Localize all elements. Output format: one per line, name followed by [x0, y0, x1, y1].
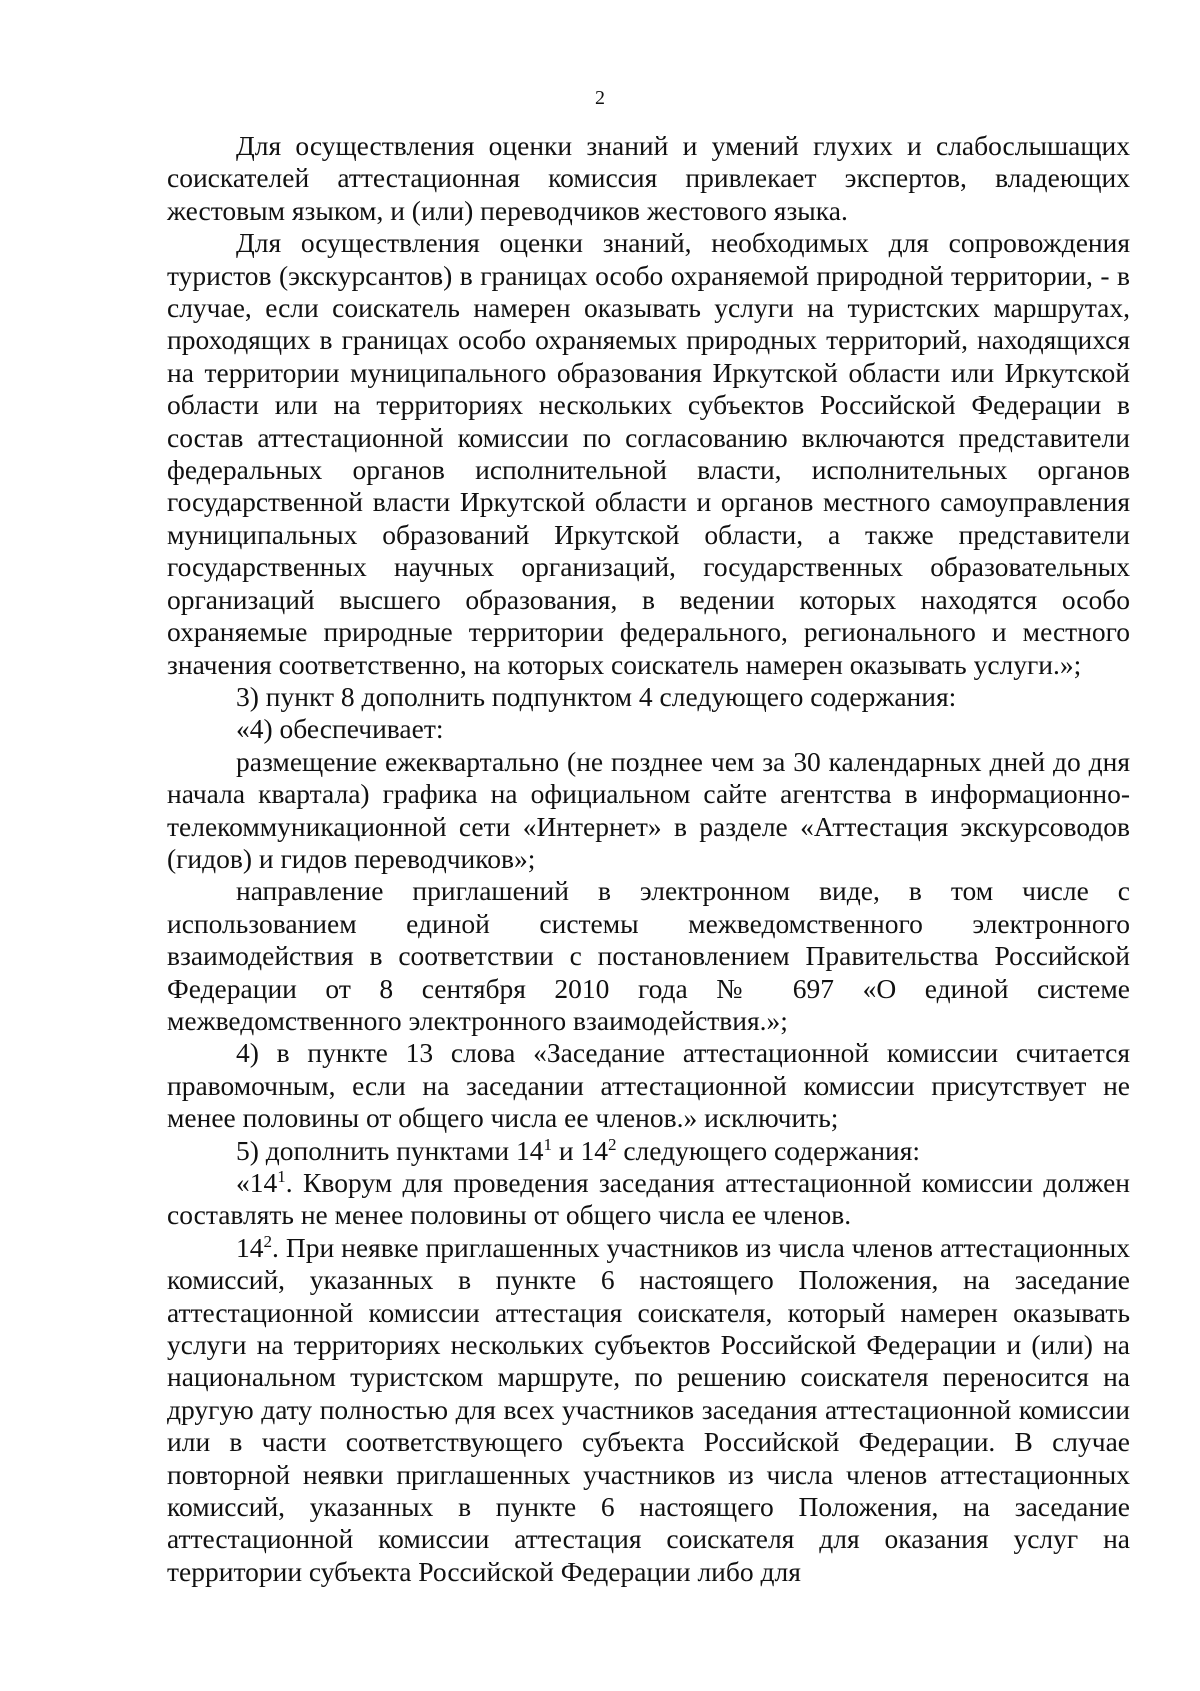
text-segment: и 14 [551, 1134, 608, 1166]
text-segment: «14 [236, 1167, 278, 1198]
paragraph-item-3: 3) пункт 8 дополнить подпунктом 4 следующего содержания: [236, 680, 957, 712]
paragraph-protected-territory-commission: Для осуществления оценки знаний, необходимых для сопровождения туристов (экскурсантов) в границах особо охраняемой природной территории, - в случае, если соискатель намерен оказывать услуги на туристских маршрутах, проходящих в границах особо охраняемых природных территорий, находящихся на территории муниципального образования Иркутской области или Иркутской области или на территориях нескольких субъектов Российской Федерации в состав аттестационной комиссии по согласованию включаются представители федеральных органов исполнительной власти, исполнительных органов государственной власти Иркутской области и органов местного самоуправления муниципальных образований Иркутской области, а также представители государственных научных организаций, государственных образовательных организаций высшего образования, в ведении которых находятся особо охраняемые природные территории федерального, регионального и местного значения соответственно, на которых соискатель намерен оказывать услуги.»; [167, 227, 1130, 680]
paragraph-item-5-add-clauses [167, 1135, 1130, 1167]
superscript: 1 [277, 1166, 286, 1186]
text-segment: 5) дополнить пунктами 14 [236, 1134, 544, 1166]
paragraph-item-4-clause-13: 4) в пункте 13 слова «Заседание аттестационной комиссии считается правомочным, если на заседании аттестационной комиссии присутствует не менее половины от общего числа ее членов.» исключить; [167, 1037, 1130, 1134]
document-body [167, 130, 1130, 1588]
superscript: 2 [607, 1134, 617, 1154]
text-segment: . При неявке приглашенных участников из числа членов аттестационных комиссий, указанных в пункте 6 настоящего Положения, на заседание аттестационной комиссии аттестация соискателя, который намерен оказывать услуги на территориях нескольких субъектов Российской Федерации и (или) на национальном туристском маршруте, по решению соискателя переносится на другую дату полностью для всех участников заседания аттестационной комиссии или в части соответствующего субъекта Российской Федерации. В случае повторной неявки приглашенных участников из числа членов аттестационных комиссий, указанных в пункте 6 настоящего Положения, на заседание аттестационной комиссии аттестация соискателя для оказания услуг на территории субъекта Российской Федерации либо для [167, 1231, 1130, 1587]
text-segment: следующего содержания: [616, 1134, 921, 1166]
superscript: 2 [263, 1231, 273, 1251]
paragraph-electronic-invitations: направление приглашений в электронном виде, в том числе с использованием единой системы межведомственного электронного взаимодействия в соответствии с постановлением Правительства Российской Федерации от 8 сентября 2010 года № 697 «О единой системе межведомственного электронного взаимодействия.»; [167, 875, 1130, 1036]
text-segment: 14 [236, 1231, 264, 1263]
text-segment: . Кворум для проведения заседания аттестационной комиссии должен составлять не менее половины от общего числа ее членов. [167, 1167, 1130, 1231]
paragraph-clause-14-1-quorum [167, 1167, 1130, 1232]
paragraph-quarterly-schedule: размещение ежеквартально (не позднее чем за 30 календарных дней до дня начала квартала) графика на официальном сайте агентства в информационно-телекоммуникационной сети «Интернет» в разделе «Аттестация экскурсоводов (гидов) и гидов переводчиков»; [167, 745, 1130, 874]
superscript: 1 [543, 1134, 552, 1154]
paragraph-clause-14-2-absence [167, 1232, 1130, 1588]
page-number: 2 [595, 87, 605, 109]
paragraph-sign-language-experts: Для осуществления оценки знаний и умений глухих и слабослышащих соискателей аттестационная комиссия привлекает экспертов, владеющих жестовым языком, и (или) переводчиков жестового языка. [167, 130, 1130, 226]
paragraph-item-4-provides: «4) обеспечивает: [236, 713, 444, 745]
